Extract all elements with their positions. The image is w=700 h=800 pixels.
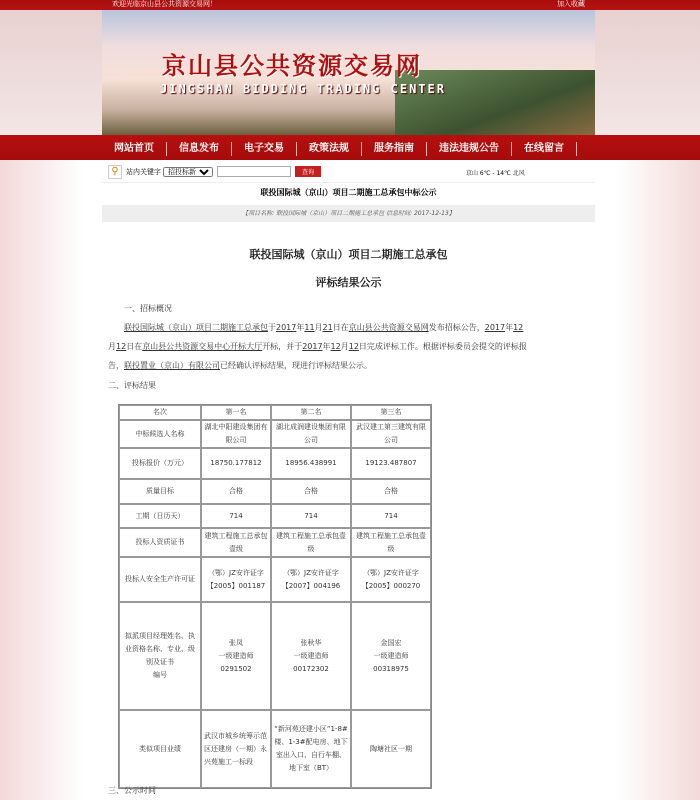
- cell: 714: [271, 504, 351, 528]
- section-2-heading: 二、评标结果: [108, 381, 156, 390]
- cell: 合格: [271, 479, 351, 504]
- table-row: [119, 420, 431, 448]
- cell: 714: [351, 504, 431, 528]
- cell: 18750.177812: [201, 448, 271, 479]
- article-subtitle: 评标结果公示: [315, 276, 382, 289]
- paragraph-1: 联投国际城（京山）项目二期施工总承包于2017年11月21日在京山县公共资源交易网发布招标公告，2017年12: [124, 323, 524, 332]
- cell: （鄂）JZ安许证字【2005】000270: [351, 557, 431, 602]
- table-row: [119, 710, 431, 788]
- site-title: 京山县公共资源交易网: [162, 52, 422, 80]
- cell: （鄂）JZ安许证字【2007】004196: [271, 557, 351, 602]
- search-button[interactable]: 查询: [295, 166, 321, 177]
- cell: 张秋华 一级建造师 00172302: [271, 602, 351, 710]
- section-1-heading: 一、招标概况: [124, 304, 172, 313]
- nav-guide[interactable]: 服务指南: [362, 142, 427, 156]
- row-label: 工期（日历天）: [119, 504, 201, 528]
- table-row: [119, 479, 431, 504]
- page-title: 联投国际城（京山）项目二期施工总承包中标公示: [102, 182, 595, 205]
- cell: 19123.487807: [351, 448, 431, 479]
- cell: 18956.438991: [271, 448, 351, 479]
- banner: [102, 10, 595, 135]
- cell: 金国宏 一级建造师 00318975: [351, 602, 431, 710]
- welcome-text: 欢迎光临京山县公共资源交易网！: [112, 0, 217, 8]
- cell: 武汉建工第三建筑有限公司: [351, 420, 431, 448]
- search-input[interactable]: [217, 166, 291, 177]
- row-label: 投标报价（万元）: [119, 448, 201, 479]
- site-title-en: JINGSHAN BIDDING TRADING CENTER: [160, 82, 446, 96]
- cell: 建筑工程施工总承包壹级: [201, 528, 271, 557]
- table-header: [119, 405, 431, 420]
- top-bar: [102, 0, 595, 10]
- section-3-heading: 三、公示时间: [108, 786, 156, 795]
- row-label: 投标人资质证书: [119, 528, 201, 557]
- cell: 湖北中阳建设集团有限公司: [201, 420, 271, 448]
- search-category-select[interactable]: [163, 167, 213, 177]
- table-row: [119, 602, 431, 710]
- cell: 建筑工程施工总承包壹级: [271, 528, 351, 557]
- cell: 湖北成润建设集团有限公司: [271, 420, 351, 448]
- nav-e-trade[interactable]: 电子交易: [232, 142, 297, 156]
- nav-home[interactable]: 网站首页: [102, 142, 167, 156]
- cell: “新河苑还建小区”1-8#楼、1-3#配电房、地下室出入口、自行车棚、地下室（BT）: [271, 710, 351, 788]
- cell: 714: [201, 504, 271, 528]
- article-meta: 【项目名称: 联投国际城（京山）项目二期施工总承包 信息时间: 2017-12-13】: [102, 205, 595, 222]
- article-body: [102, 222, 595, 795]
- search-icon: ⚲: [108, 165, 122, 179]
- row-label: 投标人安全生产许可证: [119, 557, 201, 602]
- nav-violations[interactable]: 违法违规公告: [427, 142, 512, 156]
- header-cell: 第三名: [351, 405, 431, 420]
- cell: （鄂）JZ安许证字【2005】001187: [201, 557, 271, 602]
- cell: 合格: [351, 479, 431, 504]
- table-row: [119, 504, 431, 528]
- row-label: 质量目标: [119, 479, 201, 504]
- nav-info[interactable]: 信息发布: [167, 142, 232, 156]
- header-cell: 第一名: [201, 405, 271, 420]
- table-row: [119, 528, 431, 557]
- results-table: [118, 404, 432, 789]
- cell: 张凤 一级建造师 0291502: [201, 602, 271, 710]
- nav-policy[interactable]: 政策法规: [297, 142, 362, 156]
- banner-photo: [395, 70, 595, 135]
- weather-text: 京山 6℃ - 14℃ 北风: [466, 170, 525, 177]
- cell: 合格: [201, 479, 271, 504]
- search-label: 站内关键字: [126, 167, 161, 176]
- add-favorite-link[interactable]: 加入收藏: [557, 0, 585, 8]
- paragraph-2: 月12日在京山县公共资源交易中心开标大厅开标，并于2017年12月12日完成评标工作。根据评标委员会提交的评标报: [108, 342, 527, 351]
- cell: 建筑工程施工总承包壹级: [351, 528, 431, 557]
- row-label: 拟派项目经理姓名、执业资格名称、专业、级别及证书 编号: [119, 602, 201, 710]
- search-bar: [102, 161, 595, 182]
- table-row: [119, 557, 431, 602]
- header-cell: 第二名: [271, 405, 351, 420]
- row-label: 中标候选人名称: [119, 420, 201, 448]
- main-nav: [102, 138, 595, 160]
- table-row: [119, 448, 431, 479]
- cell: 陶塘社区一期: [351, 710, 431, 788]
- row-label: 类似项目业绩: [119, 710, 201, 788]
- header-cell: 名次: [119, 405, 201, 420]
- nav-message[interactable]: 在线留言: [512, 142, 577, 156]
- cell: 武汉市城乡统筹示范区还建房（一期）永兴苑施工一标段: [201, 710, 271, 788]
- paragraph-3: 告，联投置业（京山）有限公司已经确认评标结果，现进行评标结果公示。: [108, 361, 372, 370]
- article-title: 联投国际城（京山）项目二期施工总承包: [249, 248, 448, 261]
